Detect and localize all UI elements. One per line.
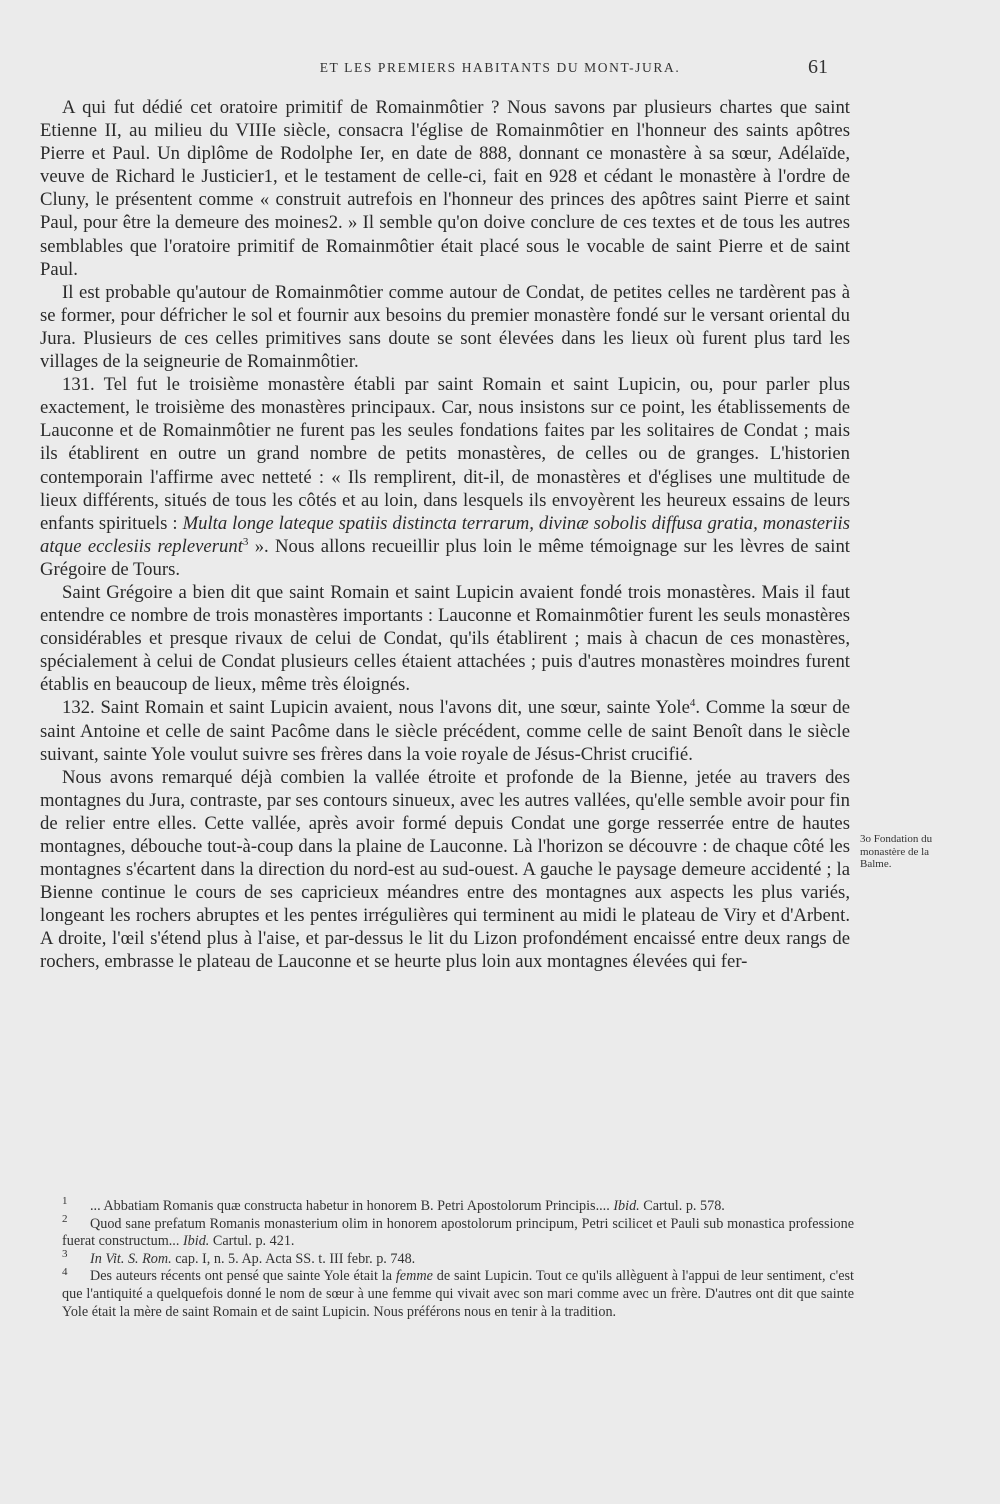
footnote-ref: 4 (689, 697, 696, 710)
footnote-ref: 3 (242, 535, 249, 548)
paragraph-text: 132. Saint Romain et saint Lupicin avaient, nous l'avons dit, une sœur, sainte Yole (62, 697, 690, 719)
footnote-text: Cartul. p. 421. (209, 1233, 295, 1250)
footnote-italic: Ibid. (182, 1233, 210, 1250)
footnote-text: cap. I, n. 5. Ap. Acta SS. t. III febr. p. 748. (171, 1250, 416, 1267)
footnote-text: Cartul. p. 578. (639, 1198, 725, 1214)
paragraph-text: A qui fut dédié cet oratoire primitif de Romainmôtier ? Nous savons par plusieurs chartes que saint Etienne II, au milieu du VIIIe siècle, consacra l'église de Romainmôtier en l'honneur des saints apôtres Pierre et Paul. Un diplôme de Rodolphe Ier, en date de 888, donnant ce monastère à sa sœur, Adélaïde, veuve de Richard le Justicier1, et le testament de celle-ci, fait en 928 et cédant le monastère à l'ordre de Cluny, le présentent comme « construit autrefois en l'honneur des princes des apôtres saint Pierre et saint Paul, pour être la demeure des moines2. » Il semble qu'on doive conclure de ces textes et de tous les autres semblables que l'oratoire primitif de Romainmôtier était placé sous le vocable de saint Pierre et de saint Paul. (40, 97, 850, 280)
page-number: 61 (808, 56, 828, 78)
footnote-italic: femme (395, 1268, 433, 1285)
footnote-text: Des auteurs récents ont pensé que sainte Yole était la (90, 1268, 396, 1285)
margin-note: 3o Fondation du monastère de la Balme. (860, 833, 933, 870)
paragraph (40, 581, 850, 696)
footnote-text: de saint Lupicin. Tout ce qu'ils allèguent à l'appui de leur sentiment, c'est que l'antiquité a quelquefois donné le nom de sœur à une femme qui vivait avec son mari comme avec un frère. D'autres ont dit que sainte Yole était la mère de saint Romain et de saint Lupicin. Nous préférons nous en tenir à la tradition. (62, 1268, 854, 1320)
running-title: ET LES PREMIERS HABITANTS DU MONT-JURA. (319, 60, 681, 75)
paragraph (40, 373, 850, 581)
footnote: 1 ... Abbatiam Romanis quæ constructa habetur in honorem B. Petri Apostolorum Principis.... Ibid. Cartul. p. 578. (62, 1195, 725, 1214)
footnotes (62, 1195, 854, 1321)
footnote: 2 Quod sane prefatum Romanis monasterium olim in honorem apostolorum principum, Petri scilicet et Pauli sub monastica professione fuerat constructum... Ibid. Cartul. p. 421. (62, 1212, 854, 1250)
footnote: 4 Des auteurs récents ont pensé que sainte Yole était la femme de saint Lupicin. Tout ce qu'ils allèguent à l'appui de leur sentiment, c'est que l'antiquité a quelquefois donné le nom de sœur à une femme qui vivait avec son mari comme avec un frère. D'autres ont dit que sainte Yole était la mère de saint Romain et de saint Lupicin. Nous préférons nous en tenir à la tradition. (62, 1265, 854, 1320)
paragraph-text: Nous avons remarqué déjà combien la vallée étroite et profonde de la Bienne, jetée au travers des montagnes du Jura, contraste, par ses contours sinueux, avec les autres vallées, qu'elle semble avoir pour fin de relier entre elles. Cette vallée, après avoir formé depuis Condat une gorge resserrée entre de hautes montagnes, débouche tout-à-coup dans la plaine de Lauconne. Là l'horizon se découvre : de chaque côté les montagnes s'écartent dans la direction du nord-est au sud-ouest. A gauche le paysage demeure accidenté ; la Bienne continue le cours de ses capricieux méandres entre des montagnes aux aspects les plus variés, longeant les rochers abruptes et les pentes irrégulières qui terminent au midi le plateau de Viry et d'Arbent. A droite, l'œil s'étend plus à l'aise, et par-dessus le lit du Lizon profondément encaissé entre deux rangs de rochers, embrasse le plateau de Lauconne et se heurte plus loin aux montagnes élevées qui fer- (40, 766, 850, 973)
footnote: 3 In Vit. S. Rom. cap. I, n. 5. Ap. Acta SS. t. III febr. p. 748. (62, 1248, 416, 1267)
paragraph (40, 96, 850, 281)
latin-quotation: Multa longe lateque spatiis distincta terrarum, divinæ sobolis diffusa gratia, monasteriis atque ecclesiis repleverunt (40, 512, 850, 557)
paragraph (40, 281, 850, 373)
paragraph-text: 131. Tel fut le troisième monastère établi par saint Romain et saint Lupicin, ou, pour parler plus exactement, le troisième des monastères principaux. Car, nous insistons sur ce point, les établissements de Lauconne et de Romainmôtier ne furent pas les seules fondations faites par les solitaires de Condat ; mais ils établirent en outre un grand nombre de petits monastères, de celles ou de granges. L'historien contemporain l'affirme avec netteté : « Ils remplirent, dit-il, de monastères et d'églises une multitude de lieux différents, situés de tous les côtés et au loin, dans lesquels ils envoyèrent les heureux essains de leurs enfants spirituels : (40, 374, 850, 534)
paragraph-text: ». Nous allons recueillir plus loin le même témoignage sur les lèvres de saint Grégoire de Tours. (40, 535, 851, 580)
main-text (40, 96, 850, 974)
paragraph-text: Saint Grégoire a bien dit que saint Romain et saint Lupicin avaient fondé trois monastères. Mais il faut entendre ce nombre de trois monastères importants : Lauconne et Romainmôtier furent les seuls monastères considérables et presque rivaux de celui de Condat, qu'ils établirent ; mais à chacun de ces monastères, spécialement à celui de Condat plusieurs celles étaient attachées ; puis d'autres monastères moindres furent établis en beaucoup de lieux, même très éloignés. (40, 581, 850, 696)
paragraph (40, 766, 850, 974)
paragraph-text: Il est probable qu'autour de Romainmôtier comme autour de Condat, de petites celles ne tardèrent pas à se former, pour défricher le sol et fournir aux besoins du premier monastère fondé sur le versant oriental du Jura. Plusieurs de ces celles primitives sans doute se sont élevées dans les lieux où furent plus tard les villages de la seigneurie de Romainmôtier. (40, 281, 850, 373)
footnote-text: Quod sane prefatum Romanis monasterium olim in honorem apostolorum principum, Petri scilicet et Pauli sub monastica professione fuerat constructum... (62, 1215, 854, 1250)
footnote-text: ... Abbatiam Romanis quæ constructa habetur in honorem B. Petri Apostolorum Principis.... (90, 1198, 614, 1214)
footnote-italic: Ibid. (613, 1198, 640, 1214)
paragraph (40, 696, 850, 765)
footnote-italic: In Vit. S. Rom. (90, 1250, 172, 1267)
paragraph-text: . Comme la sœur de saint Antoine et celle de saint Pacôme dans le siècle précédent, comme celle de saint Benoît dans le siècle suivant, sainte Yole voulut suivre ses frères dans la voie royale de Jésus-Christ crucifié. (40, 697, 850, 765)
